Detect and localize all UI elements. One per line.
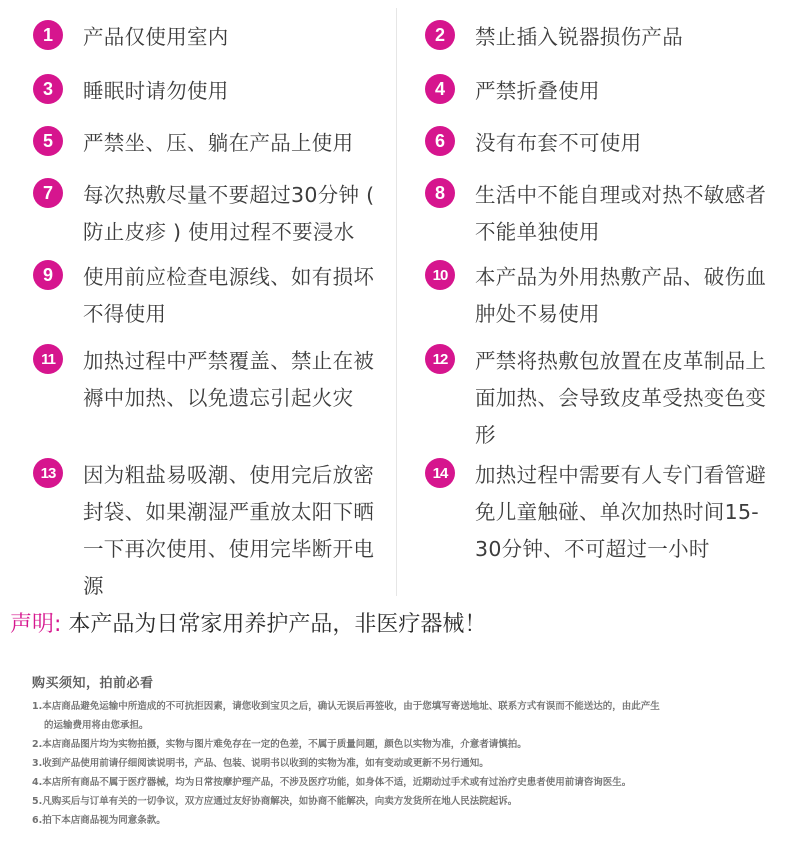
- statement-label: 声明:: [10, 612, 62, 637]
- number-badge-12: 12: [425, 344, 455, 374]
- instruction-text-7: 每次热敷尽量不要超过30分钟 ( 防止皮疹 ) 使用过程不要浸水: [83, 183, 375, 244]
- number-badge-11: 11: [33, 344, 63, 374]
- number-badge-4: 4: [425, 74, 455, 104]
- number-badge-7: 7: [33, 178, 63, 208]
- instruction-text-14: 加热过程中需要有人专门看管避免儿童触碰、单次加热时间15-30分钟、不可超过一小时: [475, 463, 767, 561]
- notice-line-1-cont: 的运输费用将由您承担。: [44, 720, 149, 731]
- instruction-text-6: 没有布套不可使用: [475, 131, 642, 155]
- number-badge-1: 1: [33, 20, 63, 50]
- instruction-text-1: 产品仅使用室内: [83, 25, 229, 49]
- instruction-text-3: 睡眠时请勿使用: [83, 79, 229, 103]
- number-badge-5: 5: [33, 126, 63, 156]
- notice-line-6: 6.拍下本店商品视为同意条款。: [32, 815, 166, 826]
- notice-line-5: 5.凡购买后与订单有关的一切争议，双方应通过友好协商解决，如协商不能解决，向卖方发货所在地人民法院起诉。: [32, 796, 518, 807]
- disclaimer-statement: [10, 608, 486, 642]
- number-badge-14: 14: [425, 458, 455, 488]
- number-badge-6: 6: [425, 126, 455, 156]
- number-badge-8: 8: [425, 178, 455, 208]
- number-badge-13: 13: [33, 458, 63, 488]
- instruction-text-8: 生活中不能自理或对热不敏感者不能单独使用: [475, 183, 767, 244]
- notice-title: 购买须知，拍前必看: [32, 676, 154, 691]
- instruction-text-9: 使用前应检查电源线、如有损坏不得使用: [83, 265, 375, 326]
- instruction-text-10: 本产品为外用热敷产品、破伤血肿处不易使用: [475, 265, 767, 326]
- number-badge-3: 3: [33, 74, 63, 104]
- instruction-text-11: 加热过程中严禁覆盖、禁止在被褥中加热、以免遗忘引起火灾: [83, 349, 375, 410]
- instruction-text-2: 禁止插入锐器损伤产品: [475, 25, 683, 49]
- number-badge-2: 2: [425, 20, 455, 50]
- column-divider: [396, 8, 397, 596]
- instruction-text-13: 因为粗盐易吸潮、使用完后放密封袋、如果潮湿严重放太阳下晒一下再次使用、使用完毕断开电源: [83, 463, 375, 598]
- notice-line-2: 2.本店商品图片均为实物拍摄，实物与图片难免存在一定的色差，不属于质量问题，颜色以实物为准，介意者请慎拍。: [32, 739, 527, 750]
- instruction-text-12: 严禁将热敷包放置在皮革制品上面加热、会导致皮革受热变色变形: [475, 349, 767, 447]
- number-badge-9: 9: [33, 260, 63, 290]
- notice-line-3: 3.收到产品使用前请仔细阅读说明书，产品、包装、说明书以收到的实物为准，如有变动或更新不另行通知。: [32, 758, 489, 769]
- purchase-notice: [32, 672, 772, 830]
- statement-text: 本产品为日常家用养护产品，非医疗器械！: [61, 612, 487, 637]
- notice-line-4: 4.本店所有商品不属于医疗器械，均为日常按摩护理产品，不涉及医疗功能，如身体不适，近期动过手术或有过治疗史患者使用前请咨询医生。: [32, 777, 632, 788]
- instruction-text-5: 严禁坐、压、躺在产品上使用: [83, 131, 354, 155]
- instruction-text-4: 严禁折叠使用: [475, 79, 600, 103]
- number-badge-10: 10: [425, 260, 455, 290]
- notice-line-1: 1.本店商品避免运输中所造成的不可抗拒因素，请您收到宝贝之后，确认无误后再签收，由于您填写寄送地址、联系方式有误而不能送达的，由此产生: [32, 701, 660, 712]
